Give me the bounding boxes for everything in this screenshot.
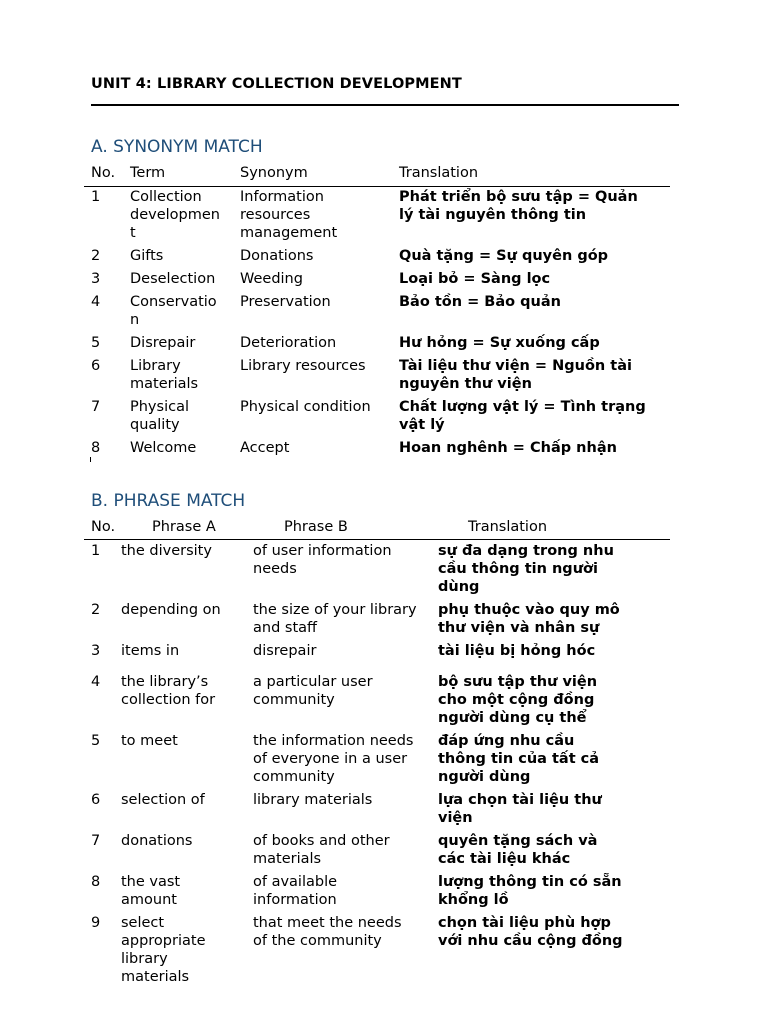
phrase-a-cell-line: materials: [121, 969, 190, 985]
translation-cell-line: với nhu cầu cộng đồng: [438, 933, 623, 949]
translation-cell-line: đáp ứng nhu cầu: [438, 733, 575, 749]
translation-cell-line: nguyên thư viện: [399, 376, 532, 392]
phrase-a-cell-line: donations: [121, 833, 193, 849]
phrase-b-cell: [253, 914, 402, 950]
phrase-b-cell-line: of available: [253, 874, 338, 890]
translation-cell: [438, 914, 623, 950]
translation-cell-line: tài liệu bị hỏng hóc: [438, 643, 596, 659]
header-translation: [399, 164, 478, 182]
row-number-line: 4: [91, 294, 101, 310]
synonym-cell-line: Information: [240, 189, 324, 205]
translation-cell: [399, 439, 617, 457]
translation-cell-line: lựa chọn tài liệu thư: [438, 792, 602, 808]
translation-cell-line: Tài liệu thư viện = Nguồn tài: [399, 358, 632, 374]
header-term: [130, 164, 165, 182]
row-number-line: 3: [91, 643, 101, 659]
translation-cell-line: Phát triển bộ sưu tập = Quản: [399, 189, 638, 205]
phrase-a-cell-line: the library’s: [121, 674, 209, 690]
row-number: [91, 732, 100, 750]
phrase-b-cell: [253, 673, 373, 709]
synonym-cell: [240, 357, 366, 375]
phrase-a-cell-line: items in: [121, 643, 180, 659]
row-number-line: 7: [91, 399, 101, 415]
translation-cell-line: Loại bỏ = Sàng lọc: [399, 271, 551, 287]
row-number-line: 3: [91, 271, 101, 287]
row-number-line: 1: [91, 543, 101, 559]
row-number: [91, 542, 100, 560]
header-phrase-b-line: Phrase B: [284, 519, 348, 535]
term-cell-line: materials: [130, 376, 199, 392]
term-cell: [130, 439, 196, 457]
row-number-line: 8: [91, 440, 101, 456]
translation-cell: [399, 357, 632, 393]
phrase-a-cell: [121, 832, 192, 850]
synonym-cell-line: management: [240, 225, 338, 241]
title-divider: [91, 104, 679, 106]
translation-cell: [438, 732, 599, 786]
header-translation-line: Translation: [399, 165, 479, 181]
term-cell-line: Gifts: [130, 248, 164, 264]
translation-cell: [438, 601, 620, 637]
term-cell: [130, 270, 215, 288]
phrase-b-cell-line: information: [253, 892, 337, 908]
phrase-a-cell: [121, 914, 206, 986]
translation-cell-line: cho một cộng đồng: [438, 692, 595, 708]
synonym-cell-line: resources: [240, 207, 311, 223]
phrase-b-cell-line: of books and other: [253, 833, 390, 849]
row-number-line: 5: [91, 733, 101, 749]
row-number: [91, 601, 100, 619]
header-no: [91, 518, 115, 536]
translation-cell: [438, 832, 597, 868]
header-phrase-b: [284, 518, 348, 536]
phrase-a-cell-line: collection for: [121, 692, 216, 708]
term-cell-line: Conservatio: [130, 294, 217, 310]
phrase-a-cell-line: select: [121, 915, 165, 931]
term-cell-line: Physical: [130, 399, 189, 415]
term-cell: [130, 188, 220, 242]
synonym-cell-line: Deterioration: [240, 335, 337, 351]
row-number: [91, 914, 100, 932]
translation-cell-line: Bảo tồn = Bảo quản: [399, 294, 561, 310]
phrase-a-cell-line: depending on: [121, 602, 221, 618]
phrase-a-cell: [121, 542, 212, 560]
phrase-b-cell-line: of user information: [253, 543, 392, 559]
header-rule: [84, 539, 670, 540]
header-phrase-a-line: Phrase A: [152, 519, 216, 535]
term-cell: [130, 247, 163, 265]
table-border-fragment: [90, 457, 91, 462]
phrase-b-cell-line: library materials: [253, 792, 373, 808]
row-number: [91, 873, 100, 891]
synonym-cell: [240, 398, 371, 416]
phrase-b-cell-line: of the community: [253, 933, 382, 949]
translation-cell-line: người dùng cụ thể: [438, 710, 587, 726]
row-number: [91, 398, 100, 416]
translation-cell-line: các tài liệu khác: [438, 851, 571, 867]
translation-cell-line: lý tài nguyên thông tin: [399, 207, 587, 223]
phrase-a-cell-line: the diversity: [121, 543, 212, 559]
term-cell-line: n: [130, 312, 140, 328]
translation-cell-line: thông tin của tất cả: [438, 751, 600, 767]
phrase-b-cell-line: community: [253, 692, 335, 708]
phrase-a-cell: [121, 732, 178, 750]
synonym-cell-line: Preservation: [240, 294, 331, 310]
synonym-cell: [240, 188, 337, 242]
translation-cell: [399, 270, 550, 288]
header-synonym-line: Synonym: [240, 165, 308, 181]
translation-cell-line: dùng: [438, 579, 480, 595]
row-number-line: 5: [91, 335, 101, 351]
row-number: [91, 357, 100, 375]
phrase-a-cell-line: amount: [121, 892, 177, 908]
term-cell: [130, 293, 217, 329]
translation-cell-line: sự đa dạng trong nhu: [438, 543, 614, 559]
synonym-cell-line: Weeding: [240, 271, 303, 287]
phrase-b-cell-line: materials: [253, 851, 322, 867]
translation-cell-line: chọn tài liệu phù hợp: [438, 915, 611, 931]
row-number-line: 2: [91, 248, 101, 264]
row-number-line: 6: [91, 358, 101, 374]
translation-cell-line: bộ sưu tập thư viện: [438, 674, 598, 690]
synonym-cell: [240, 439, 289, 457]
synonym-cell-line: Accept: [240, 440, 290, 456]
translation-cell: [399, 293, 561, 311]
translation-cell-line: lượng thông tin có sẵn: [438, 874, 622, 890]
header-synonym: [240, 164, 308, 182]
section-b-heading: B. PHRASE MATCH: [91, 491, 246, 511]
synonym-cell-line: Donations: [240, 248, 314, 264]
phrase-b-cell-line: disrepair: [253, 643, 317, 659]
term-cell-line: Disrepair: [130, 335, 196, 351]
phrase-b-cell: [253, 732, 414, 786]
row-number-line: 7: [91, 833, 101, 849]
header-no-line: No.: [91, 519, 116, 535]
section-a-heading: A. SYNONYM MATCH: [91, 137, 263, 157]
phrase-b-cell: [253, 791, 372, 809]
row-number-line: 4: [91, 674, 101, 690]
row-number: [91, 832, 100, 850]
header-phrase-a: [152, 518, 216, 536]
header-term-line: Term: [130, 165, 166, 181]
phrase-b-cell-line: a particular user: [253, 674, 373, 690]
translation-cell: [438, 673, 597, 727]
header-no: [91, 164, 115, 182]
phrase-b-cell: [253, 601, 417, 637]
translation-cell-line: cầu thông tin người: [438, 561, 598, 577]
phrase-b-cell-line: needs: [253, 561, 297, 577]
term-cell-line: developmen: [130, 207, 220, 223]
phrase-b-cell: [253, 642, 316, 660]
translation-cell: [438, 791, 602, 827]
row-number: [91, 673, 100, 691]
term-cell-line: t: [130, 225, 136, 241]
synonym-cell: [240, 270, 303, 288]
term-cell: [130, 334, 195, 352]
phrase-b-cell-line: the information needs: [253, 733, 414, 749]
phrase-a-cell: [121, 601, 221, 619]
row-number-line: 8: [91, 874, 101, 890]
synonym-cell: [240, 293, 331, 311]
translation-cell-line: khổng lồ: [438, 892, 509, 908]
translation-cell: [438, 642, 595, 660]
phrase-b-cell-line: that meet the needs: [253, 915, 402, 931]
phrase-a-cell-line: library: [121, 951, 168, 967]
translation-cell: [399, 398, 646, 434]
translation-cell-line: quyên tặng sách và: [438, 833, 598, 849]
synonym-cell: [240, 334, 336, 352]
phrase-b-cell: [253, 873, 337, 909]
translation-cell-line: viện: [438, 810, 473, 826]
row-number-line: 9: [91, 915, 101, 931]
translation-cell: [399, 334, 600, 352]
phrase-a-cell-line: to meet: [121, 733, 178, 749]
synonym-cell-line: Physical condition: [240, 399, 371, 415]
term-cell-line: quality: [130, 417, 180, 433]
header-rule: [84, 186, 670, 187]
row-number: [91, 791, 100, 809]
row-number-line: 1: [91, 189, 101, 205]
phrase-a-cell: [121, 642, 179, 660]
row-number: [91, 247, 100, 265]
phrase-b-cell-line: of everyone in a user: [253, 751, 408, 767]
translation-cell-line: người dùng: [438, 769, 531, 785]
translation-cell: [399, 188, 638, 224]
translation-cell-line: thư viện và nhân sự: [438, 620, 600, 636]
translation-cell: [438, 873, 622, 909]
phrase-b-cell-line: the size of your library: [253, 602, 417, 618]
translation-cell-line: Hư hỏng = Sự xuống cấp: [399, 335, 600, 351]
term-cell-line: Library: [130, 358, 181, 374]
translation-cell-line: phụ thuộc vào quy mô: [438, 602, 620, 618]
translation-cell: [438, 542, 614, 596]
term-cell: [130, 398, 189, 434]
synonym-cell: [240, 247, 313, 265]
term-cell-line: Collection: [130, 189, 202, 205]
row-number: [91, 188, 100, 206]
translation-cell-line: Hoan nghênh = Chấp nhận: [399, 440, 617, 456]
header-no-line: No.: [91, 165, 116, 181]
header-translation: [468, 518, 547, 536]
unit-title: UNIT 4: LIBRARY COLLECTION DEVELOPMENT: [91, 76, 462, 92]
phrase-b-cell: [253, 832, 390, 868]
phrase-b-cell: [253, 542, 392, 578]
phrase-a-cell-line: appropriate: [121, 933, 206, 949]
phrase-a-cell-line: the vast: [121, 874, 181, 890]
term-cell-line: Deselection: [130, 271, 216, 287]
row-number: [91, 293, 100, 311]
translation-cell-line: vật lý: [399, 417, 445, 433]
row-number: [91, 270, 100, 288]
row-number: [91, 439, 100, 457]
row-number-line: 6: [91, 792, 101, 808]
phrase-b-cell-line: community: [253, 769, 335, 785]
translation-cell: [399, 247, 608, 265]
phrase-a-cell: [121, 673, 215, 709]
term-cell-line: Welcome: [130, 440, 197, 456]
phrase-b-cell-line: and staff: [253, 620, 318, 636]
term-cell: [130, 357, 198, 393]
phrase-a-cell-line: selection of: [121, 792, 205, 808]
row-number-line: 2: [91, 602, 101, 618]
phrase-a-cell: [121, 873, 180, 909]
row-number: [91, 334, 100, 352]
row-number: [91, 642, 100, 660]
header-translation-line: Translation: [468, 519, 548, 535]
phrase-a-cell: [121, 791, 205, 809]
synonym-cell-line: Library resources: [240, 358, 366, 374]
translation-cell-line: Quà tặng = Sự quyên góp: [399, 248, 609, 264]
translation-cell-line: Chất lượng vật lý = Tình trạng: [399, 399, 646, 415]
